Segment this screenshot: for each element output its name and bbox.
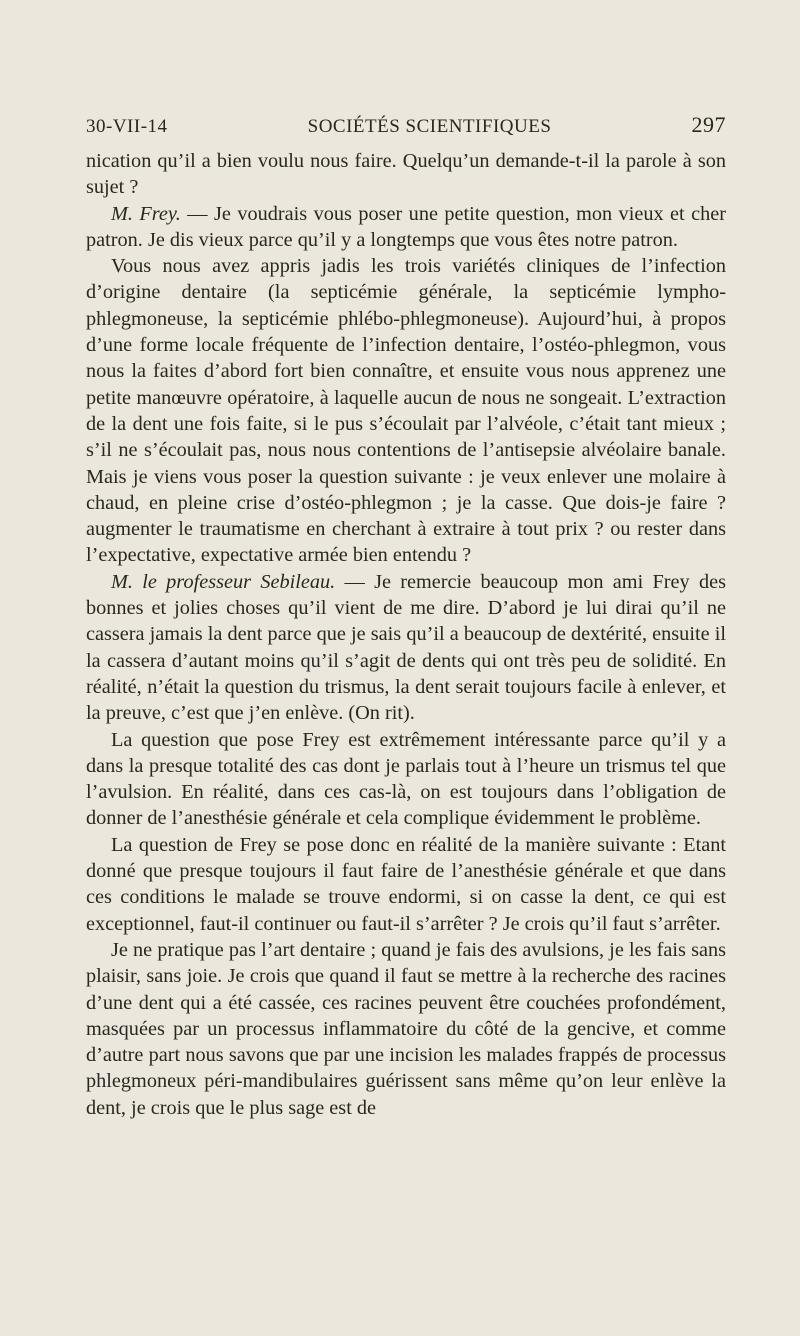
- paragraph-1: [86, 148, 726, 201]
- paragraph-7: [86, 937, 726, 1121]
- page-number: 297: [691, 112, 726, 137]
- paragraph-3: [86, 253, 726, 569]
- paragraph-2: [86, 201, 726, 254]
- paragraph-7-text: Je ne pratique pas l’art dentaire ; quand je fais des avulsions, je les fais sans plaisir, sans joie. Je crois que quand il faut se mettre à la recherche des racines d’une dent qui a été cassée, ces racines peuvent être couchées profondément, masquées par un processus inflammatoire du côté de la gencive, et comme d’autre part nous savons que par une incision les malades frappés de processus phlegmoneux péri-mandibulaires guérissent sans même qu’on leur enlève la dent, je crois que le plus sage est de: [86, 938, 726, 1119]
- running-head: [86, 112, 726, 148]
- speaker-sebileau: M. le professeur Sebileau.: [111, 570, 336, 593]
- speaker-frey: M. Frey.: [111, 202, 181, 225]
- paragraph-6: [86, 832, 726, 937]
- body-text: [86, 148, 726, 1121]
- paragraph-1-text: nication qu’il a bien voulu nous faire. Quelqu’un demande-t-il la parole à son sujet ?: [86, 150, 726, 199]
- paragraph-6-text: La question de Frey se pose donc en réalité de la manière suivante : Etant donné que presque toujours il faut faire de l’anesthésie générale et que dans ces conditions le malade se trouve endormi, si on casse la dent, ce qui est exceptionnel, faut-il continuer ou faut-il s’arrêter ? Je crois qu’il faut s’arrêter.: [86, 833, 726, 935]
- paragraph-4-text: — Je remercie beaucoup mon ami Frey des bonnes et jolies choses qu’il vient de me dire. D’abord je lui dirai qu’il ne cassera jamais la dent parce que je sais qu’il a beaucoup de dextérité, ensuite il la cassera d’autant moins qu’il s’agit de dents qui ont très peu de solidité. En réalité, n’était la question du trismus, la dent serait toujours facile à enlever, et la preuve, c’est que j’en enlève. (On rit).: [86, 570, 726, 725]
- book-page: [86, 112, 726, 1121]
- header-section-title: SOCIÉTÉS SCIENTIFIQUES: [307, 116, 552, 137]
- paragraph-3-text: Vous nous avez appris jadis les trois variétés cliniques de l’infection d’origine dentaire (la septicémie générale, la septicémie lympho-phlegmoneuse, la septicémie phlébo-phlegmoneuse). Aujourd’hui, à propos d’une forme locale fréquente de l’infection dentaire, l’ostéo-phlegmon, vous nous la faites d’abord fort bien connaître, et ensuite vous nous apprenez une petite manœuvre opératoire, à laquelle aucun de nous ne songeait. L’extraction de la dent une fois faite, si le pus s’écoulait par l’alvéole, c’était tant mieux ; s’il ne s’écoulait pas, nous nous contentions de l’antisepsie alvéolaire banale. Mais je viens vous poser la question suivante : je veux enlever une molaire à chaud, en pleine crise d’ostéo-phlegmon ; je la casse. Que dois-je faire ? augmenter le traumatisme en cherchant à extraire à tout prix ? ou rester dans l’expectative, expectative armée bien entendu ?: [86, 255, 726, 567]
- header-date: 30-VII-14: [86, 116, 168, 137]
- paragraph-5: [86, 727, 726, 832]
- paragraph-4: [86, 569, 726, 727]
- paragraph-2-text: — Je voudrais vous poser une petite question, mon vieux et cher patron. Je dis vieux parce qu’il y a longtemps que vous êtes notre patron.: [86, 202, 726, 251]
- paragraph-5-text: La question que pose Frey est extrêmement intéressante parce qu’il y a dans la presque totalité des cas dont je parlais tout à l’heure un trismus tel que l’avulsion. En réalité, dans ces cas-là, on est toujours dans l’obligation de donner de l’anesthésie générale et cela complique évidemment le problème.: [86, 728, 726, 830]
